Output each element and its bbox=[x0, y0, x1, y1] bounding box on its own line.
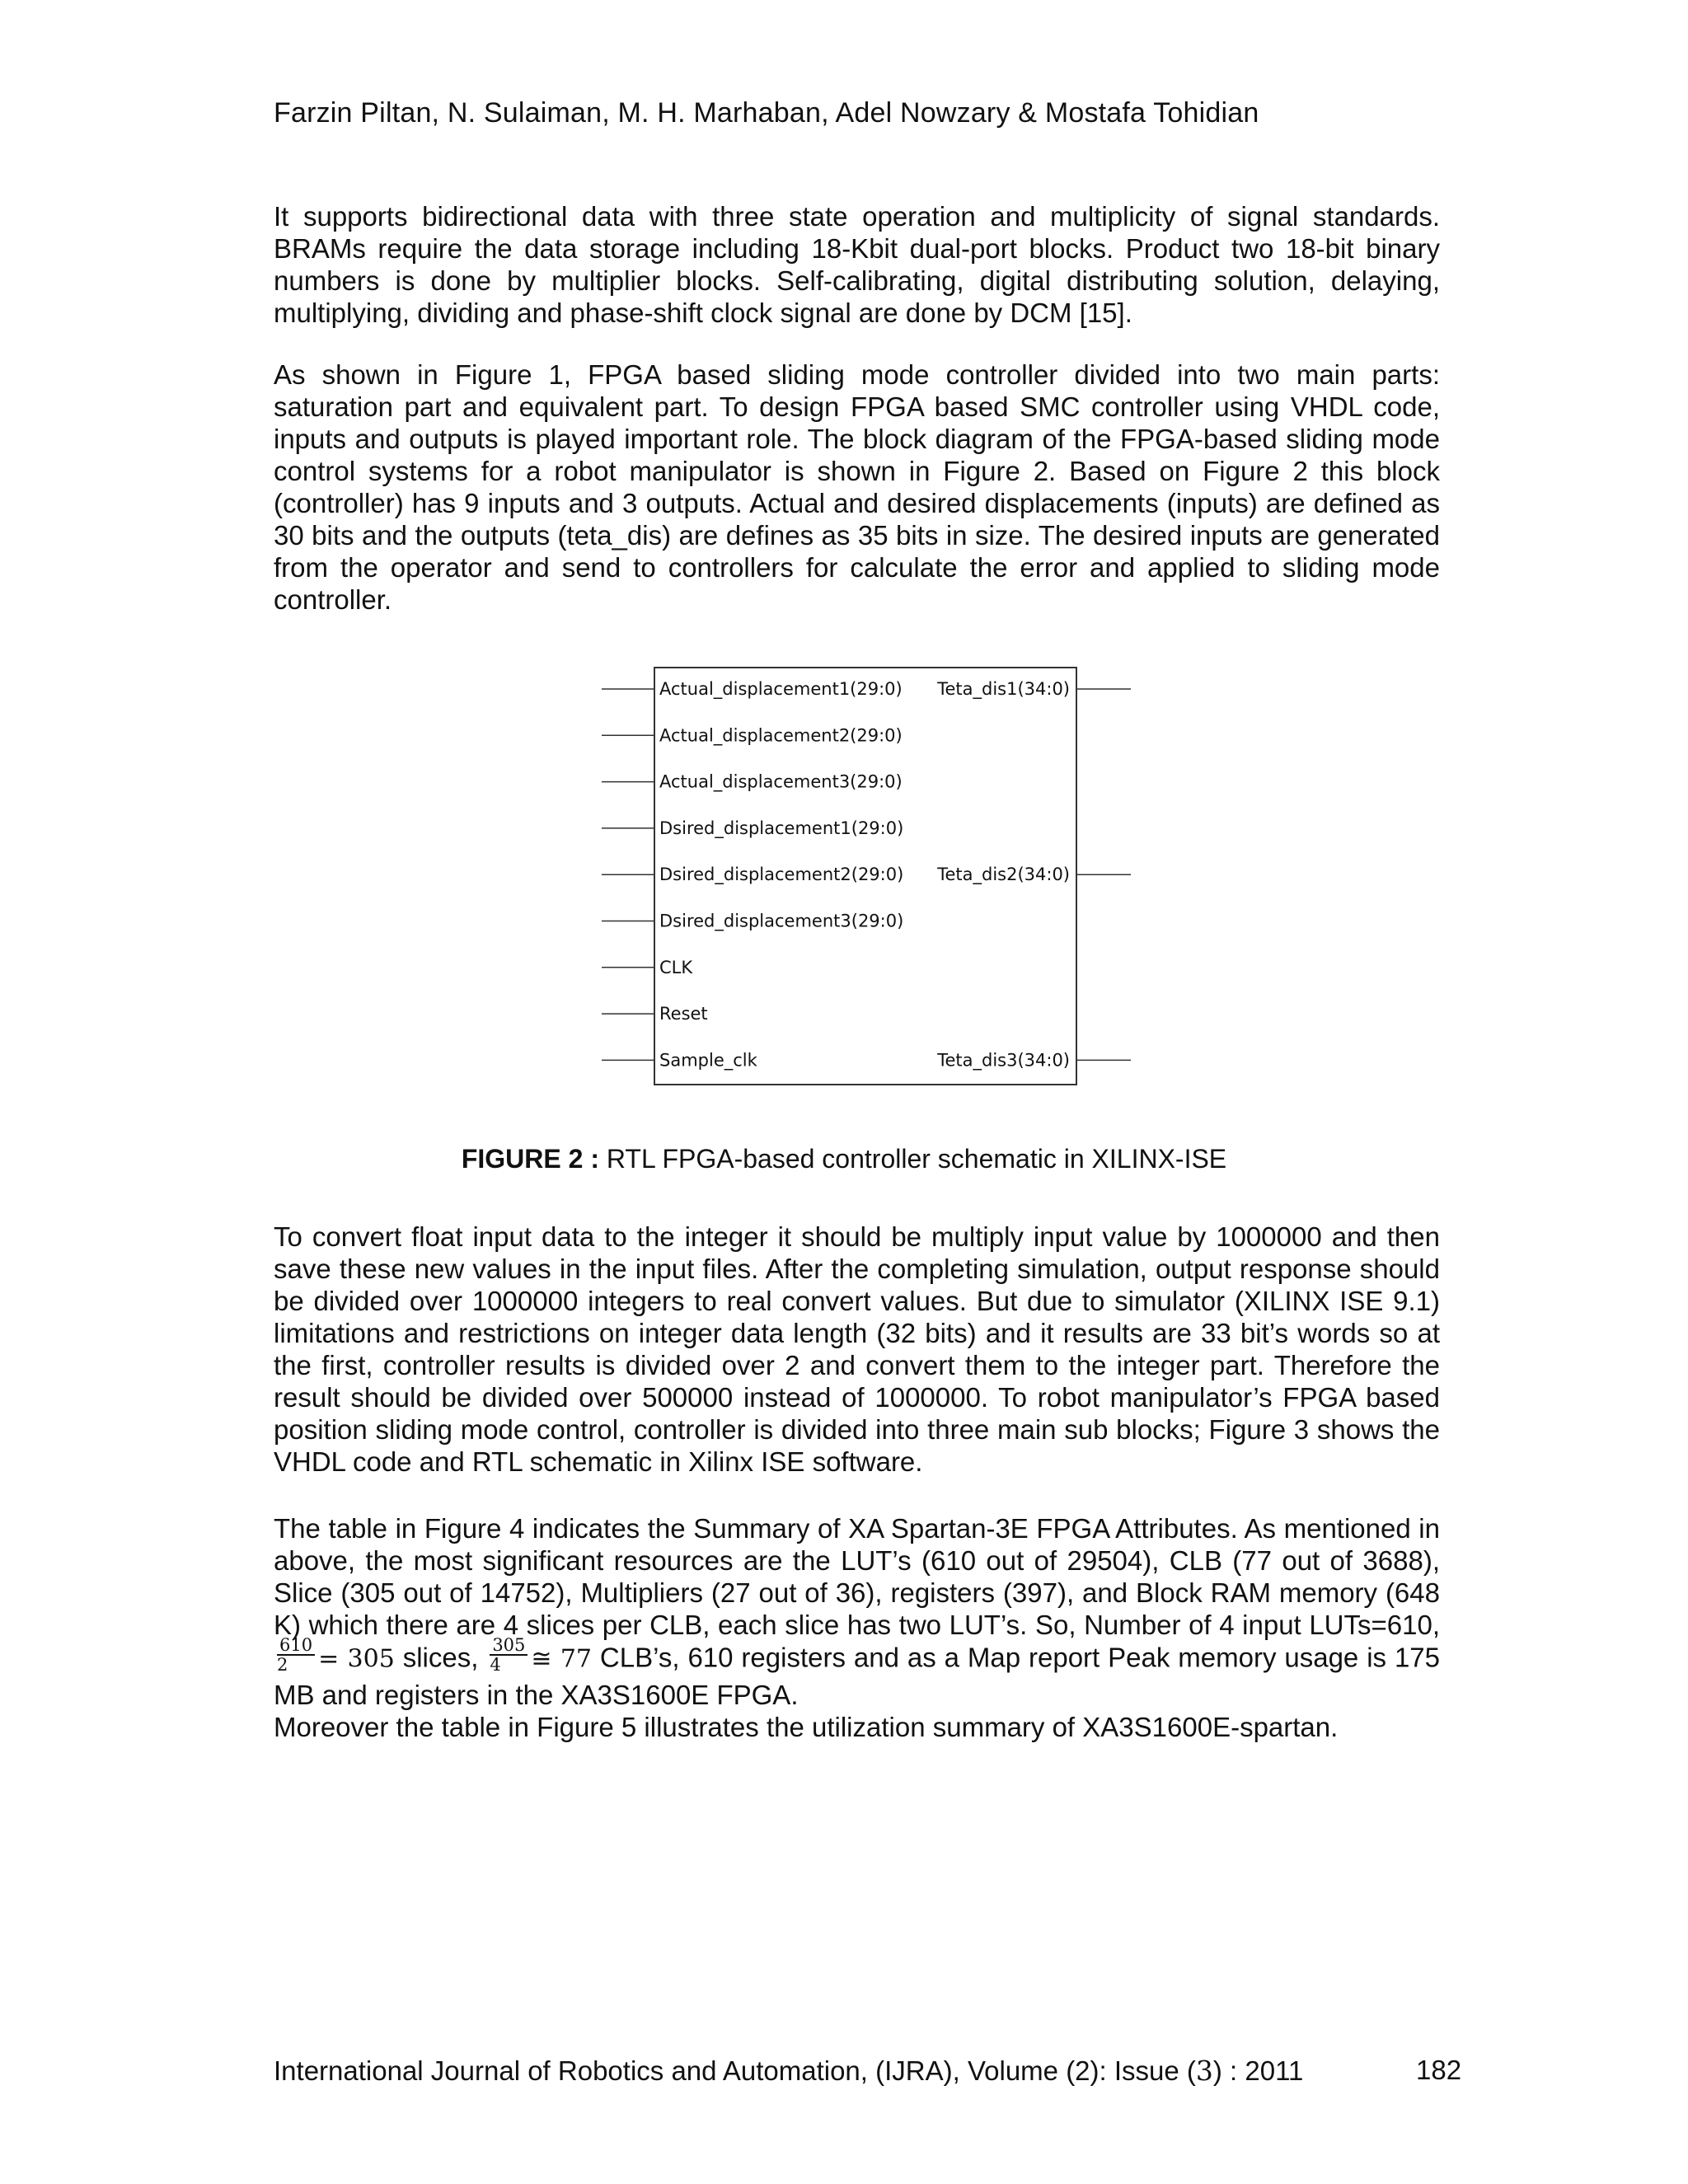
fraction-slices bbox=[490, 1636, 528, 1674]
fraction-numerator: 305 bbox=[490, 1636, 528, 1656]
paragraph-utilization bbox=[274, 1512, 1440, 1743]
issue-number: 3 bbox=[1195, 2055, 1213, 2087]
input-pin-label: Reset bbox=[659, 1004, 708, 1024]
utilization-summary-line: Moreover the table in Figure 5 illustrates the utilization summary of XA3S1600E-spartan. bbox=[274, 1712, 1339, 1742]
running-header-authors: Farzin Piltan, N. Sulaiman, M. H. Marhaban, Adel Nowzary & Mostafa Tohidian bbox=[274, 97, 1259, 129]
figure-caption-text: RTL FPGA-based controller schematic in XILINX-ISE bbox=[606, 1144, 1227, 1174]
output-pin-label: Teta_dis2(34:0) bbox=[937, 865, 1070, 885]
paragraph-controller-design: As shown in Figure 1, FPGA based sliding mode controller divided into two main parts: saturation part and equivalent part. To design FPGA based SMC controller using VHDL code, inputs and outputs is played important role. The block diagram of the FPGA-based sliding mode control systems for a robot manipulator is shown in Figure 2. Based on Figure 2 this block (controller) has 9 inputs and 3 outputs. Actual and desired displacements (inputs) are defined as 30 bits and the outputs (teta_dis) are defines as 35 bits in size. The desired inputs are generated from the operator and send to controllers for calculate the error and applied to sliding mode controller. bbox=[274, 359, 1440, 615]
page-number: 182 bbox=[1416, 2055, 1462, 2085]
input-pin-label: Dsired_displacement3(29:0) bbox=[659, 911, 904, 931]
fraction-denominator: 4 bbox=[490, 1655, 501, 1675]
figure-caption-label: FIGURE 2 : bbox=[461, 1144, 599, 1174]
input-pin-label: CLK bbox=[659, 957, 693, 977]
input-pin-label: Actual_displacement3(29:0) bbox=[659, 771, 903, 792]
equation-slices: = 305 bbox=[318, 1644, 395, 1674]
rtl-schematic-figure bbox=[593, 659, 1137, 1088]
journal-year: ) : 2011 bbox=[1212, 2055, 1304, 2086]
paragraph-float-conversion: To convert float input data to the integer it should be multiply input value by 1000000 and then save these new values in the input files. After the completing simulation, output response should be divided over 1000000 integers to real convert values. But due to simulator (XILINX ISE 9.1) limitations and restrictions on integer data length (32 bits) and it results are 33 bit’s words so at the first, controller results is divided over 2 and convert them to the integer part. Therefore the result should be divided over 500000 instead of 1000000. To robot manipulator’s FPGA based position sliding mode control, controller is divided into three main sub blocks; Figure 3 shows the VHDL code and RTL schematic in Xilinx ISE software. bbox=[274, 1221, 1440, 1477]
input-pin-label: Sample_clk bbox=[659, 1050, 757, 1071]
fraction-denominator: 2 bbox=[277, 1655, 288, 1675]
journal-name: International Journal of Robotics and Automation, (IJRA), Volume (2): Issue ( bbox=[274, 2055, 1196, 2086]
journal-footer bbox=[274, 2055, 1303, 2087]
equation-clbs: ≅ 77 bbox=[531, 1644, 593, 1674]
output-pin-label: Teta_dis3(34:0) bbox=[937, 1050, 1070, 1071]
utilization-text-a: The table in Figure 4 indicates the Summary of XA Spartan-3E FPGA Attributes. As mentioned in above, the most significant resources are the LUT’s (610 out of 29504), CLB (77 out of 3688), Slice (305 out of 14752), Multipliers (27 out of 36), registers (397), and Block RAM memory (648 K) which there are 4 slices per CLB, each slice has two LUT’s. So, Number of 4 input LUTs=610, bbox=[274, 1513, 1440, 1640]
input-pin-label: Dsired_displacement1(29:0) bbox=[659, 818, 904, 838]
input-pin-label: Actual_displacement1(29:0) bbox=[659, 679, 903, 699]
output-pin-label: Teta_dis1(34:0) bbox=[937, 679, 1070, 699]
paragraph-fpga-resources: It supports bidirectional data with three state operation and multiplicity of signal standards. BRAMs require the data storage including 18-Kbit dual-port blocks. Product two 18-bit binary numbers is done by multiplier blocks. Self-calibrating, digital distributing solution, delaying, multiplying, dividing and phase-shift clock signal are done by DCM [15]. bbox=[274, 201, 1440, 328]
figure-caption bbox=[0, 1144, 1688, 1174]
utilization-text-c: CLB’s, 610 registers and as a Map report Peak memory usage is 175 MB and registers in the XA3S1600E FPGA. bbox=[274, 1642, 1440, 1710]
rtl-schematic-svg bbox=[593, 659, 1137, 1088]
fraction-numerator: 610 bbox=[277, 1636, 315, 1656]
input-pin-label: Dsired_displacement2(29:0) bbox=[659, 865, 904, 885]
utilization-text-b: slices, bbox=[394, 1642, 487, 1673]
input-pin-label: Actual_displacement2(29:0) bbox=[659, 725, 903, 746]
fraction-luts bbox=[277, 1636, 315, 1674]
